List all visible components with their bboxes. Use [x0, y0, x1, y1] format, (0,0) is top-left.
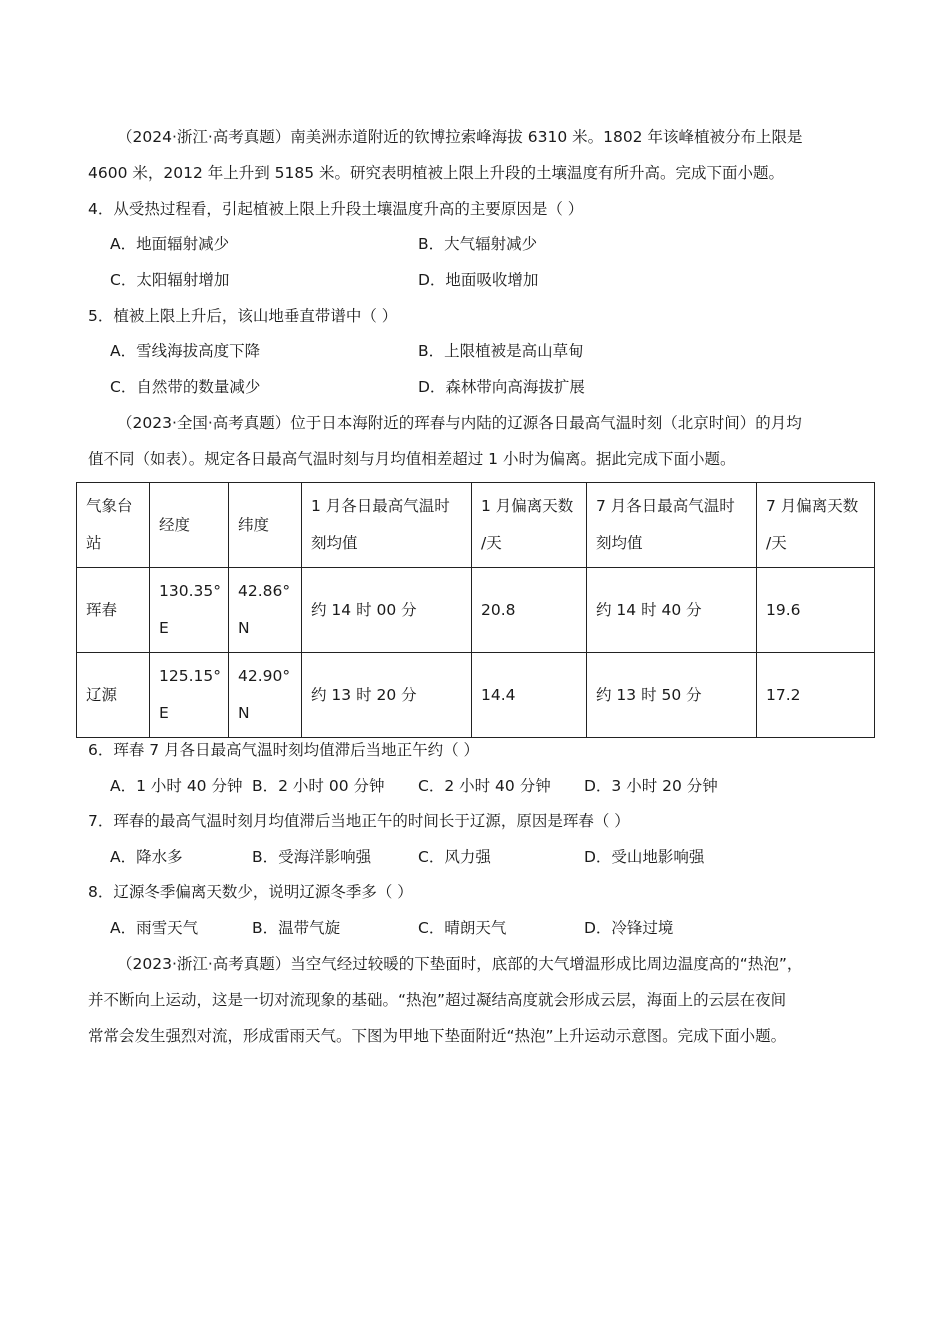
question-5-option-c[interactable]: C．自然带的数量减少	[110, 378, 261, 396]
question-7-option-c[interactable]: C．风力强	[418, 848, 491, 866]
header-jul-days: 7 月偏离天数 /天	[757, 483, 875, 568]
question-8-stem: 8．辽源冬季偏离天数少，说明辽源冬季多（ ）	[88, 883, 413, 901]
passage3-line3: 常常会发生强烈对流，形成雷雨天气。下图为甲地下垫面附近“热泡”上升运动示意图。完成下面小题。	[88, 1027, 787, 1045]
question-4-stem: 4．从受热过程看，引起植被上限上升段土壤温度升高的主要原因是（ ）	[88, 200, 584, 218]
question-5-option-a[interactable]: A．雪线海拔高度下降	[110, 342, 261, 360]
cell-jul-days: 17.2	[757, 653, 875, 738]
cell-jan-time: 约 13 时 20 分	[302, 653, 472, 738]
question-8-option-b[interactable]: B．温带气旋	[252, 919, 341, 937]
table-header-row	[77, 483, 875, 568]
question-5-stem: 5．植被上限上升后，该山地垂直带谱中（ ）	[88, 307, 398, 325]
cell-jan-time: 约 14 时 00 分	[302, 568, 472, 653]
station-data-table	[76, 482, 875, 738]
question-6-option-d[interactable]: D．3 小时 20 分钟	[584, 777, 718, 795]
header-longitude: 经度	[150, 483, 229, 568]
question-4-option-b[interactable]: B．大气辐射减少	[418, 235, 538, 253]
question-8-option-d[interactable]: D．冷锋过境	[584, 919, 674, 937]
question-5-option-d[interactable]: D．森林带向高海拔扩展	[418, 378, 585, 396]
cell-latitude: 42.86° N	[229, 568, 302, 653]
cell-longitude: 125.15° E	[150, 653, 229, 738]
passage2-line2: 值不同（如表）。规定各日最高气温时刻与月均值相差超过 1 小时为偏离。据此完成下面小题。	[88, 450, 736, 468]
table-row	[77, 653, 875, 738]
passage1-line2: 4600 米，2012 年上升到 5185 米。研究表明植被上限上升段的土壤温度有所升高。完成下面小题。	[88, 164, 785, 182]
question-6-option-b[interactable]: B．2 小时 00 分钟	[252, 777, 385, 795]
question-8-option-a[interactable]: A．雨雪天气	[110, 919, 199, 937]
question-7-option-d[interactable]: D．受山地影响强	[584, 848, 705, 866]
question-6-option-c[interactable]: C．2 小时 40 分钟	[418, 777, 551, 795]
passage1-line1: （2024·浙江·高考真题）南美洲赤道附近的钦博拉索峰海拔 6310 米。1802 年该峰植被分布上限是	[117, 128, 803, 146]
cell-jul-time: 约 13 时 50 分	[587, 653, 757, 738]
cell-jul-days: 19.6	[757, 568, 875, 653]
header-station: 气象台 站	[77, 483, 150, 568]
cell-station: 辽源	[77, 653, 150, 738]
cell-jan-days: 14.4	[472, 653, 587, 738]
passage3-line1: （2023·浙江·高考真题）当空气经过较暖的下垫面时，底部的大气增温形成比周边温度高的“热泡”，	[117, 955, 803, 973]
header-latitude: 纬度	[229, 483, 302, 568]
cell-station: 珲春	[77, 568, 150, 653]
table-row	[77, 568, 875, 653]
question-7-option-b[interactable]: B．受海洋影响强	[252, 848, 372, 866]
cell-jan-days: 20.8	[472, 568, 587, 653]
passage2-line1: （2023·全国·高考真题）位于日本海附近的珲春与内陆的辽源各日最高气温时刻（北京时间）的月均	[117, 414, 802, 432]
header-jan-days: 1 月偏离天数 /天	[472, 483, 587, 568]
question-8-option-c[interactable]: C．晴朗天气	[418, 919, 507, 937]
passage3-line2: 并不断向上运动，这是一切对流现象的基础。“热泡”超过凝结高度就会形成云层，海面上的云层在夜间	[88, 991, 787, 1009]
question-6-option-a[interactable]: A．1 小时 40 分钟	[110, 777, 243, 795]
header-jan-time: 1 月各日最高气温时 刻均值	[302, 483, 472, 568]
cell-latitude: 42.90° N	[229, 653, 302, 738]
header-jul-time: 7 月各日最高气温时 刻均值	[587, 483, 757, 568]
question-4-option-d[interactable]: D．地面吸收增加	[418, 271, 539, 289]
question-6-stem: 6．珲春 7 月各日最高气温时刻均值滞后当地正午约（ ）	[88, 741, 480, 759]
question-5-option-b[interactable]: B．上限植被是高山草甸	[418, 342, 584, 360]
question-4-option-c[interactable]: C．太阳辐射增加	[110, 271, 230, 289]
question-4-option-a[interactable]: A．地面辐射减少	[110, 235, 230, 253]
cell-longitude: 130.35° E	[150, 568, 229, 653]
cell-jul-time: 约 14 时 40 分	[587, 568, 757, 653]
question-7-stem: 7．珲春的最高气温时刻月均值滞后当地正午的时间长于辽源，原因是珲春（ ）	[88, 812, 630, 830]
question-7-option-a[interactable]: A．降水多	[110, 848, 183, 866]
